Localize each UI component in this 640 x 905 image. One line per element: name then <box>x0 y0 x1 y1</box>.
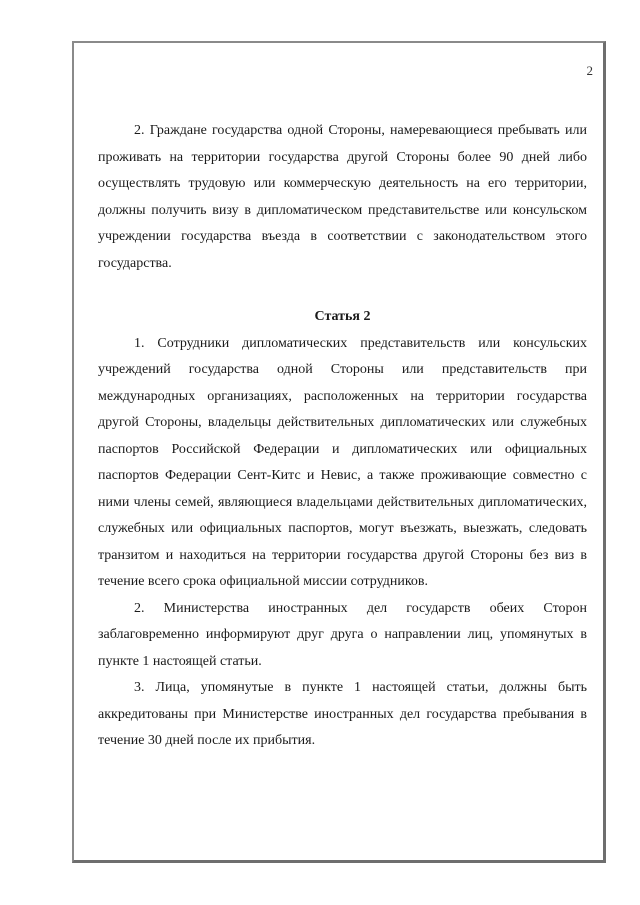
intro-paragraph: 2. Граждане государства одной Стороны, намеревающиеся пребывать или проживать на территории государства другой Стороны более 90 дней либо осуществлять трудовую или коммерческую деятельность на его территории, должны получить визу в дипломатическом представительстве или консульском учреждении государства въезда в соответствии с законодательством этого государства. <box>98 123 587 271</box>
article-paragraph-3: 3. Лица, упомянутые в пункте 1 настоящей статьи, должны быть аккредитованы при Министерстве иностранных дел государства пребывания в течение 30 дней после их прибытия. <box>98 680 587 748</box>
page-number: 2 <box>586 63 593 78</box>
page-content <box>98 118 587 755</box>
document-page <box>72 41 606 863</box>
article-paragraph-2: 2. Министерства иностранных дел государств обеих Сторон заблаговременно информируют друг друга о направлении лиц, упомянутых в пункте 1 настоящей статьи. <box>98 600 587 669</box>
article-title: Статья 2 <box>314 309 371 324</box>
article-paragraph-1: 1. Сотрудники дипломатических представительств или консульских учреждений государства одной Стороны или представительств при международных организациях, расположенных на территории государства другой Стороны, владельцы действительных дипломатических или служебных паспортов Российской Федерации и дипломатических или официальных паспортов Федерации Сент-Китс и Невис, а также проживающие совместно с ними члены семей, являющиеся владельцами действительных дипломатических, служебных или официальных паспортов, могут въезжать, выезжать, следовать транзитом и находиться на территории государства другой Стороны без виз в течение всего срока официальной миссии сотрудников. <box>98 335 587 589</box>
